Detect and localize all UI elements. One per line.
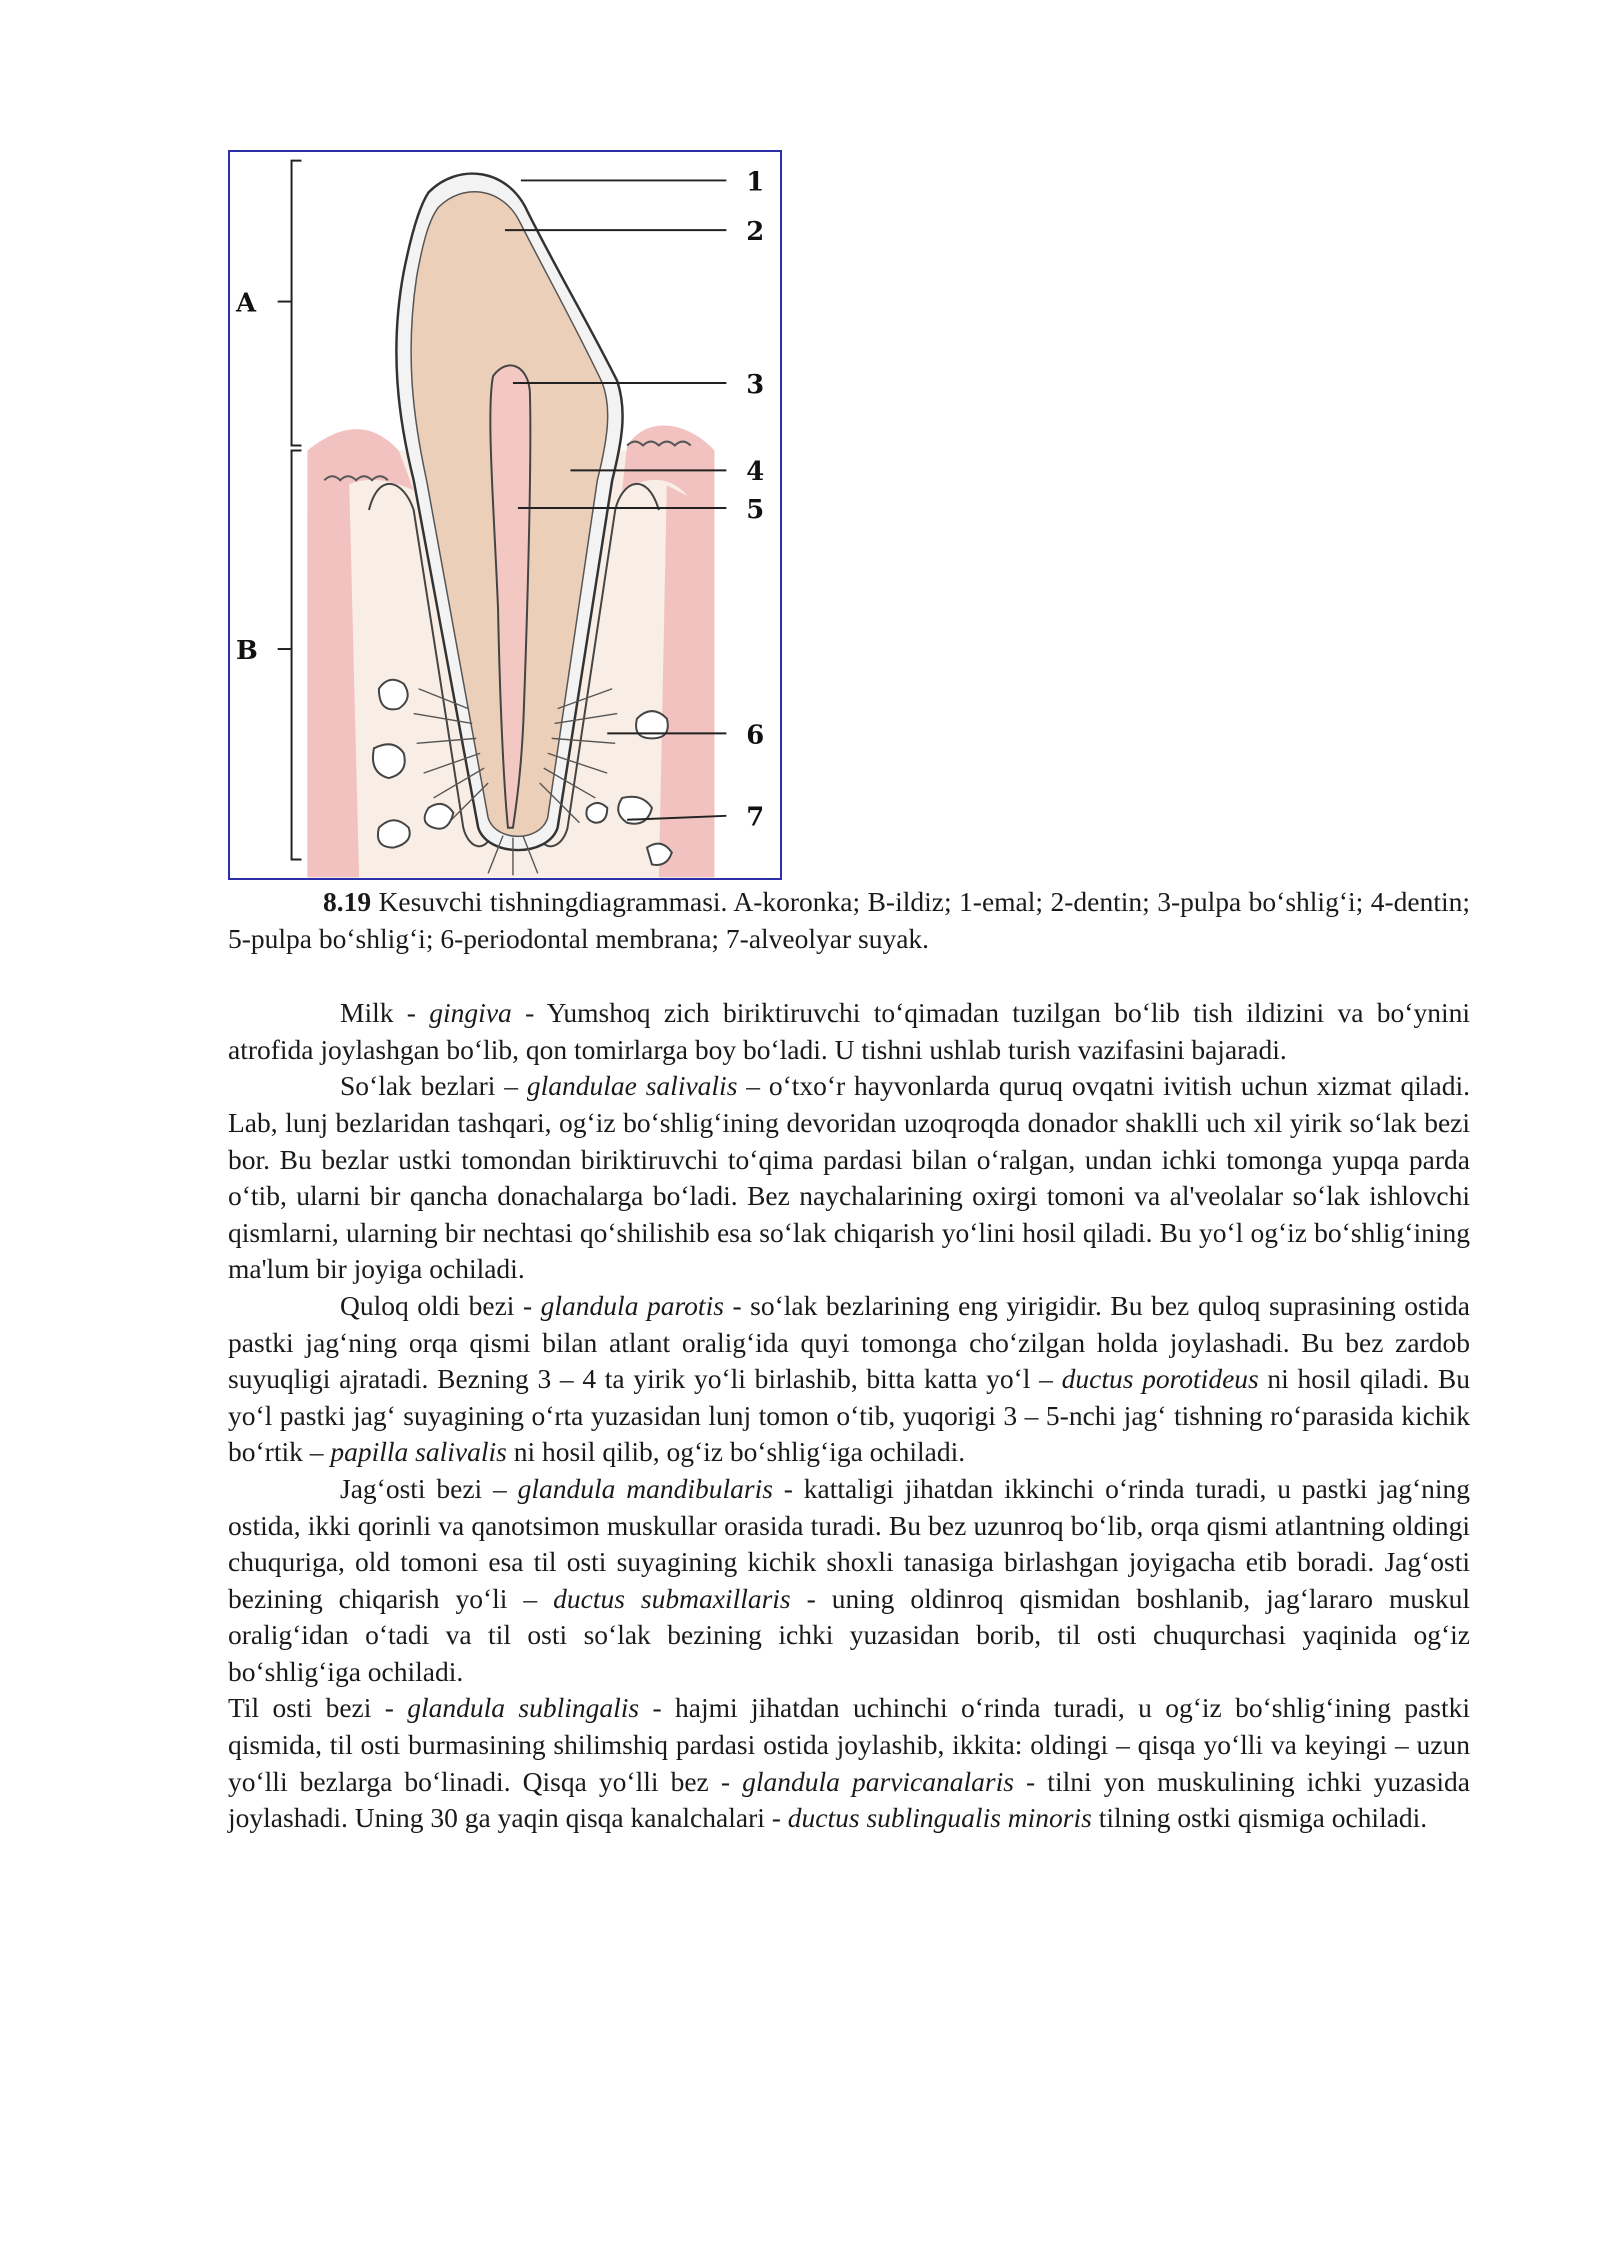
text-run: - Yumshoq zich biriktiruvchi to‘qimadan tuzilgan bo‘lib tish ildizini va bo‘ynini atrofida joylashgan bo‘lib, qon tomirlarga boy bo‘ladi. U tishni ushlab turish vazifasini bajaradi. <box>228 997 1470 1065</box>
latin-term: ductus submaxillaris <box>553 1582 791 1614</box>
label-5: 5 <box>746 494 765 525</box>
text-run: Quloq oldi bezi - <box>340 1289 541 1321</box>
text-run: - kattaligi jihatdan ikkinchi o‘rinda turadi, u pastki jag‘ning ostida, ikki qorinli va qanotsimon muskullar orasida turadi. Bu bez uzunroq bo‘lib, orqa qismi atlantning oldingi chuquriga, old tomoni esa til osti suyagining kichik shoxli tanasiga birlashgan joyigacha etib boradi. Jag‘osti bezining chiqarish yo‘li – <box>228 1472 1470 1614</box>
latin-term: glandulae salivalis <box>526 1070 738 1102</box>
document-body <box>228 884 1470 1837</box>
figure-caption <box>228 884 1470 957</box>
label-b: B <box>235 635 258 666</box>
latin-term: glandula sublingalis <box>407 1692 640 1724</box>
paragraph-mandibular-gland <box>228 1471 1470 1691</box>
label-1: 1 <box>746 167 765 198</box>
latin-term: glandula parotis <box>540 1289 724 1321</box>
text-run: - tilni yon muskulining ichki yuzasida joylashadi. Uning 30 ga yaqin qisqa kanalchalari - <box>228 1765 1470 1834</box>
text-run: – o‘txo‘r hayvonlarda quruq ovqatni ivitish uchun xizmat qiladi. Lab, lunj bezlaridan tashqari, og‘iz bo‘shlig‘ining devoridan uzoqroqda donador shaklli uch xil yirik so‘lak bezi bor. Bu bezlar ustki tomondan biriktiruvchi to‘qima pardasi bilan o‘ralgan, undan ichki tomonga yupqa parda o‘tib, ularni bir qancha donachalarga bo‘ladi. Bez naychalarining oxirgi tomoni va al'veolalar so‘lak ishlovchi qismlarni, ularning bir nechtasi qo‘shilishib esa so‘lak chiqarish yo‘lini hosil qiladi. Bu yo‘l og‘iz bo‘shlig‘ining ma'lum bir joyiga ochiladi. <box>228 1070 1470 1285</box>
caption-number: 8.19 <box>323 886 372 917</box>
latin-term: gingiva <box>429 997 512 1029</box>
caption-text: Kesuvchi tishningdiagrammasi. A-koronka; B-ildiz; 1-emal; 2-dentin; 3-pulpa bo‘shlig‘i; 4-dentin; 5-pulpa bo‘shlig‘i; 6-periodontal membrana; 7-alveolyar suyak. <box>228 886 1470 954</box>
tooth-diagram <box>230 152 780 878</box>
text-run: ni hosil qiladi. Bu yo‘l pastki jag‘ suyagining o‘rta yuzasidan lunj tomon o‘tib, yuqorigi 3 – 5-nchi jag‘ tishning ro‘parasida kichik bo‘rtik – <box>228 1363 1471 1468</box>
text-run: - uning oldinroq qismidan boshlanib, jag‘lararo muskul oralig‘idan o‘tadi va til osti so‘lak bezining ichki yuzasidan borib, til osti chuqurchasi yaqinida og‘iz bo‘shlig‘iga ochiladi. <box>228 1582 1471 1687</box>
tooth-diagram-figure <box>228 150 782 880</box>
text-run: ni hosil qilib, og‘iz bo‘shlig‘iga ochiladi. <box>506 1436 966 1468</box>
latin-term: papilla salivalis <box>330 1436 507 1468</box>
latin-term: glandula mandibularis <box>517 1472 773 1504</box>
label-3: 3 <box>746 369 765 400</box>
paragraph-sublingual-gland <box>228 1690 1470 1836</box>
text-run: - hajmi jihatdan uchinchi o‘rinda turadi, u og‘iz bo‘shlig‘ining pastki qismida, til osti burmasining shilimshiq pardasi ostida joylashib, ikkita: oldingi – qisqa yo‘lli va keyingi – uzun yo‘lli bezlarga bo‘linadi. Qisqa yo‘lli bez - <box>228 1692 1471 1797</box>
label-4: 4 <box>746 457 765 488</box>
text-run: Milk - <box>340 997 430 1029</box>
label-a: A <box>235 288 256 319</box>
label-6: 6 <box>746 720 765 751</box>
label-2: 2 <box>746 217 765 247</box>
text-run: Jag‘osti bezi – <box>340 1472 518 1504</box>
paragraph-parotid-gland <box>228 1288 1470 1471</box>
paragraph-gingiva <box>228 995 1470 1068</box>
text-run: tilning ostki qismiga ochiladi. <box>1091 1802 1428 1834</box>
label-7: 7 <box>746 802 765 833</box>
text-run: - so‘lak bezlarining eng yirigidir. Bu bez quloq suprasining ostida pastki jag‘ning orqa qismi bilan atlant oralig‘ida quyi tomonga cho‘zilgan holda joylashadi. Bu bez zardob suyuqligi ajratadi. Bezning 3 – 4 ta yirik yo‘li birlashib, bitta katta yo‘l – <box>228 1289 1470 1395</box>
region-brackets <box>278 161 302 860</box>
spacer <box>228 957 1470 995</box>
latin-term: ductus porotideus <box>1061 1363 1259 1395</box>
latin-term: glandula parvicanalaris <box>742 1765 1014 1797</box>
text-run: So‘lak bezlari – <box>340 1070 527 1102</box>
text-run: Til osti bezi - <box>228 1692 408 1724</box>
paragraph-salivary-glands <box>228 1068 1470 1288</box>
latin-term: ductus sublingualis minoris <box>787 1802 1092 1834</box>
